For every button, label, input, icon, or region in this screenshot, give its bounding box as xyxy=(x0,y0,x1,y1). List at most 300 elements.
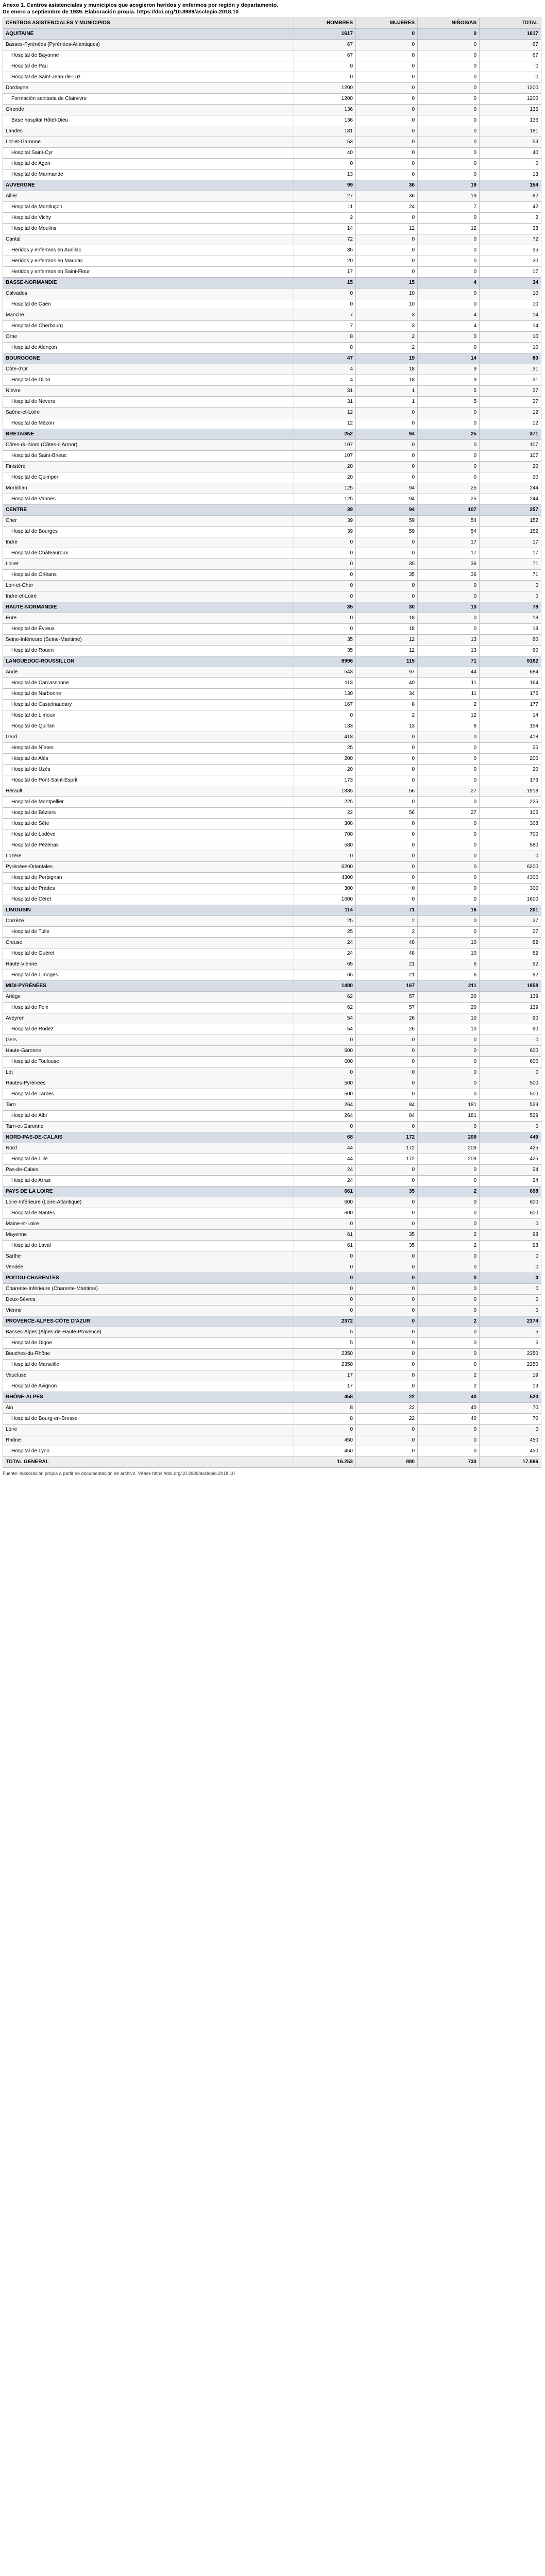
row-label: Hospital Saint-Cyr xyxy=(3,148,294,159)
department-row xyxy=(3,386,541,397)
row-value: 0 xyxy=(356,126,418,137)
row-value: 12 xyxy=(418,224,480,234)
row-value: 125 xyxy=(294,494,356,505)
row-value: 25 xyxy=(418,494,480,505)
row-value: 0 xyxy=(356,862,418,873)
row-value: 0 xyxy=(418,1122,480,1132)
table-row xyxy=(3,754,541,765)
table-row xyxy=(3,245,541,256)
row-value: 20 xyxy=(294,765,356,775)
row-label: PROVENCE-ALPES-CÔTE D'AZUR xyxy=(3,1316,294,1327)
row-value: 20 xyxy=(294,256,356,267)
table-row xyxy=(3,884,541,894)
table-row xyxy=(3,894,541,905)
row-value: 0 xyxy=(294,1219,356,1230)
row-value: 20 xyxy=(480,462,541,472)
row-value: 136 xyxy=(294,115,356,126)
row-value: 0 xyxy=(356,1316,418,1327)
region-row xyxy=(3,1392,541,1403)
row-value: 13 xyxy=(418,602,480,613)
row-value: 0 xyxy=(356,1122,418,1132)
row-label: Tarn xyxy=(3,1100,294,1111)
row-value: 8996 xyxy=(294,656,356,667)
table-row xyxy=(3,948,541,959)
row-value: 15 xyxy=(294,278,356,289)
row-value: 1617 xyxy=(480,29,541,40)
row-value: 0 xyxy=(356,873,418,884)
row-value: 0 xyxy=(356,148,418,159)
row-value: 65 xyxy=(294,970,356,981)
row-value: 700 xyxy=(480,829,541,840)
table-row xyxy=(3,1089,541,1100)
row-value: 35 xyxy=(294,602,356,613)
row-value: 27 xyxy=(418,808,480,819)
row-value: 0 xyxy=(356,40,418,50)
table-row xyxy=(3,418,541,429)
row-label: Hospital de Prades xyxy=(3,884,294,894)
row-label: Hospital de Arras xyxy=(3,1176,294,1187)
row-value: 1617 xyxy=(294,29,356,40)
row-value: 107 xyxy=(294,440,356,451)
row-value: 40 xyxy=(418,1414,480,1425)
row-label: Manche xyxy=(3,310,294,321)
row-value: 17 xyxy=(294,1381,356,1392)
table-row xyxy=(3,1057,541,1067)
row-value: 5 xyxy=(418,386,480,397)
row-value: 92 xyxy=(480,959,541,970)
row-value: 0 xyxy=(356,256,418,267)
row-value: 0 xyxy=(418,332,480,343)
department-row xyxy=(3,581,541,591)
row-value: 0 xyxy=(356,472,418,483)
row-value: 19 xyxy=(418,180,480,191)
row-value: 154 xyxy=(480,721,541,732)
department-row xyxy=(3,537,541,548)
row-value: 80 xyxy=(480,353,541,364)
row-value: 0 xyxy=(418,1262,480,1273)
row-label: Sarthe xyxy=(3,1251,294,1262)
row-value: 136 xyxy=(480,115,541,126)
row-label: Hospital de Tarbes xyxy=(3,1089,294,1100)
row-label: Hospital de Céret xyxy=(3,894,294,905)
row-value: 209 xyxy=(418,1154,480,1165)
row-value: 4 xyxy=(294,364,356,375)
table-row xyxy=(3,1338,541,1349)
row-value: 24 xyxy=(294,1165,356,1176)
row-value: 0 xyxy=(356,754,418,765)
row-value: 20 xyxy=(294,462,356,472)
row-value: 449 xyxy=(480,1132,541,1143)
row-value: 0 xyxy=(356,537,418,548)
row-value: 35 xyxy=(356,1230,418,1241)
row-value: 0 xyxy=(356,1219,418,1230)
row-value: 30 xyxy=(356,602,418,613)
row-value: 90 xyxy=(480,1013,541,1024)
table-row xyxy=(3,840,541,851)
row-value: 0 xyxy=(418,1208,480,1219)
row-label: Gard xyxy=(3,732,294,743)
row-value: 450 xyxy=(294,1435,356,1446)
row-value: 31 xyxy=(480,364,541,375)
row-value: 177 xyxy=(480,700,541,710)
row-value: 22 xyxy=(356,1392,418,1403)
row-value: 0 xyxy=(294,289,356,299)
row-value: 0 xyxy=(294,581,356,591)
row-label: Hospital de Perpignan xyxy=(3,873,294,884)
row-value: 0 xyxy=(418,61,480,72)
row-value: 20 xyxy=(418,1003,480,1013)
row-value: 8 xyxy=(294,1403,356,1414)
region-row xyxy=(3,656,541,667)
row-value: 0 xyxy=(356,840,418,851)
row-value: 225 xyxy=(294,797,356,808)
row-value: 48 xyxy=(356,938,418,948)
row-value: 10 xyxy=(418,1013,480,1024)
row-value: 0 xyxy=(418,873,480,884)
table-row xyxy=(3,775,541,786)
row-value: 9 xyxy=(418,364,480,375)
row-value: 54 xyxy=(294,1024,356,1035)
total-row xyxy=(3,1457,541,1468)
row-value: 17 xyxy=(480,548,541,559)
row-value: 0 xyxy=(294,624,356,635)
row-value: 2 xyxy=(356,710,418,721)
row-value: 24 xyxy=(356,202,418,213)
row-value: 72 xyxy=(294,234,356,245)
row-value: 0 xyxy=(418,1306,480,1316)
row-label: Landes xyxy=(3,126,294,137)
row-value: 0 xyxy=(356,548,418,559)
row-value: 9182 xyxy=(480,656,541,667)
row-value: 0 xyxy=(356,451,418,462)
row-value: 172 xyxy=(356,1143,418,1154)
row-label: Morbihan xyxy=(3,483,294,494)
row-value: 82 xyxy=(480,948,541,959)
row-value: 0 xyxy=(356,1360,418,1370)
row-value: 94 xyxy=(356,494,418,505)
row-value: 543 xyxy=(294,667,356,678)
row-label: Hospital de Albi xyxy=(3,1111,294,1122)
row-value: 0 xyxy=(356,1284,418,1295)
row-value: 0 xyxy=(418,105,480,115)
row-value: 10 xyxy=(356,299,418,310)
row-value: 70 xyxy=(480,1403,541,1414)
department-row xyxy=(3,1251,541,1262)
row-value: 0 xyxy=(294,613,356,624)
row-value: 181 xyxy=(418,1100,480,1111)
row-label: Heridos y enfermos en Aurillac xyxy=(3,245,294,256)
row-value: 0 xyxy=(418,83,480,94)
row-value: 59 xyxy=(356,516,418,527)
table-row xyxy=(3,797,541,808)
row-value: 0 xyxy=(294,1306,356,1316)
row-value: 53 xyxy=(294,137,356,148)
row-label: Gironde xyxy=(3,105,294,115)
row-label: Nièvre xyxy=(3,386,294,397)
department-row xyxy=(3,1284,541,1295)
row-value: 25 xyxy=(294,927,356,938)
row-value: 2374 xyxy=(480,1316,541,1327)
table-row xyxy=(3,970,541,981)
row-label: Finistère xyxy=(3,462,294,472)
department-row xyxy=(3,1403,541,1414)
row-value: 0 xyxy=(418,418,480,429)
row-value: 60 xyxy=(480,646,541,656)
department-row xyxy=(3,613,541,624)
row-value: 5 xyxy=(294,1338,356,1349)
table-row xyxy=(3,527,541,537)
department-row xyxy=(3,591,541,602)
department-row xyxy=(3,1262,541,1273)
row-value: 17 xyxy=(480,537,541,548)
row-value: 26 xyxy=(356,1013,418,1024)
row-label: Hospital de Limoux xyxy=(3,710,294,721)
table-row xyxy=(3,927,541,938)
row-value: 308 xyxy=(294,819,356,829)
row-value: 98 xyxy=(480,1241,541,1251)
table-row xyxy=(3,548,541,559)
department-row xyxy=(3,862,541,873)
row-value: 0 xyxy=(418,1197,480,1208)
row-value: 0 xyxy=(418,1067,480,1078)
row-value: 22 xyxy=(356,1414,418,1425)
row-value: 0 xyxy=(356,1338,418,1349)
table-row xyxy=(3,148,541,159)
row-value: 0 xyxy=(418,72,480,83)
row-value: 0 xyxy=(480,1295,541,1306)
row-value: 8 xyxy=(294,1414,356,1425)
row-value: 27 xyxy=(294,191,356,202)
row-value: 59 xyxy=(356,527,418,537)
row-value: 733 xyxy=(418,1457,480,1468)
row-value: 35 xyxy=(294,635,356,646)
row-value: 0 xyxy=(418,234,480,245)
table-row xyxy=(3,710,541,721)
table-row xyxy=(3,819,541,829)
row-value: 11 xyxy=(418,678,480,689)
row-label: Hospital de Uzès xyxy=(3,765,294,775)
department-row xyxy=(3,483,541,494)
row-label: Dordogne xyxy=(3,83,294,94)
row-value: 0 xyxy=(418,440,480,451)
table-row xyxy=(3,170,541,180)
row-value: 12 xyxy=(480,418,541,429)
row-value: 60 xyxy=(480,635,541,646)
row-value: 6200 xyxy=(294,862,356,873)
row-value: 0 xyxy=(480,1219,541,1230)
column-header: HOMBRES xyxy=(294,18,356,29)
department-row xyxy=(3,1100,541,1111)
row-label: Charente-Inférieure (Charente-Maritime) xyxy=(3,1284,294,1295)
row-value: 209 xyxy=(418,1143,480,1154)
row-value: 2 xyxy=(294,213,356,224)
row-label: Aude xyxy=(3,667,294,678)
row-value: 600 xyxy=(480,1046,541,1057)
row-value: 44 xyxy=(418,667,480,678)
row-value: 10 xyxy=(480,289,541,299)
row-label: POITOU-CHARENTES xyxy=(3,1273,294,1284)
row-value: 0 xyxy=(418,50,480,61)
department-row xyxy=(3,938,541,948)
region-row xyxy=(3,1316,541,1327)
row-value: 4300 xyxy=(294,873,356,884)
row-value: 0 xyxy=(480,581,541,591)
row-label: Heridos y enfermos en Mauriac xyxy=(3,256,294,267)
row-value: 0 xyxy=(418,213,480,224)
row-value: 14 xyxy=(294,224,356,234)
row-label: Loiret xyxy=(3,559,294,570)
department-row xyxy=(3,667,541,678)
row-value: 37 xyxy=(480,397,541,408)
row-value: 0 xyxy=(294,159,356,170)
department-row xyxy=(3,1219,541,1230)
row-label: Hospital de Limoges xyxy=(3,970,294,981)
row-value: 36 xyxy=(356,191,418,202)
row-value: 173 xyxy=(294,775,356,786)
row-value: 54 xyxy=(418,527,480,537)
table-row xyxy=(3,224,541,234)
row-value: 54 xyxy=(294,1013,356,1024)
row-label: Basses-Alpes (Alpes-de-Haute-Provence) xyxy=(3,1327,294,1338)
department-row xyxy=(3,126,541,137)
row-value: 0 xyxy=(418,613,480,624)
row-value: 0 xyxy=(418,29,480,40)
row-label: Gers xyxy=(3,1035,294,1046)
row-value: 39 xyxy=(294,505,356,516)
row-value: 600 xyxy=(480,1208,541,1219)
row-value: 48 xyxy=(356,948,418,959)
row-value: 0 xyxy=(418,1446,480,1457)
row-value: 1600 xyxy=(294,894,356,905)
row-label: Vienne xyxy=(3,1306,294,1316)
row-value: 458 xyxy=(294,1392,356,1403)
row-value: 10 xyxy=(418,938,480,948)
row-value: 600 xyxy=(294,1057,356,1067)
row-value: 56 xyxy=(356,808,418,819)
row-value: 0 xyxy=(418,343,480,353)
row-value: 18 xyxy=(480,613,541,624)
row-value: 1200 xyxy=(294,83,356,94)
row-label: Heridos y enfermos en Saint-Flour xyxy=(3,267,294,278)
row-label: Ariège xyxy=(3,992,294,1003)
row-value: 54 xyxy=(418,516,480,527)
column-header: MUJERES xyxy=(356,18,418,29)
row-label: Hospital de Évreux xyxy=(3,624,294,635)
department-row xyxy=(3,1078,541,1089)
row-value: 425 xyxy=(480,1143,541,1154)
table-row xyxy=(3,1381,541,1392)
row-label: Aveyron xyxy=(3,1013,294,1024)
department-row xyxy=(3,959,541,970)
row-value: 684 xyxy=(480,667,541,678)
row-value: 0 xyxy=(418,267,480,278)
row-label: Hospital de Laval xyxy=(3,1241,294,1251)
row-value: 4 xyxy=(418,321,480,332)
row-value: 0 xyxy=(480,61,541,72)
row-label: LANGUEDOC-ROUSSILLON xyxy=(3,656,294,667)
department-row xyxy=(3,1013,541,1024)
table-row xyxy=(3,873,541,884)
row-value: 10 xyxy=(480,299,541,310)
row-value: 1200 xyxy=(480,94,541,105)
row-label: Hospital de Saint-Jean-de-Luz xyxy=(3,72,294,83)
row-label: Hospital de Saint-Brieuc xyxy=(3,451,294,462)
row-value: 0 xyxy=(356,61,418,72)
table-row xyxy=(3,1024,541,1035)
row-value: 0 xyxy=(356,94,418,105)
row-value: 3 xyxy=(356,321,418,332)
row-value: 7 xyxy=(294,321,356,332)
row-value: 0 xyxy=(480,1251,541,1262)
row-value: 152 xyxy=(480,516,541,527)
row-value: 175 xyxy=(480,689,541,700)
row-value: 22 xyxy=(356,1403,418,1414)
row-label: Hospital de Castelnaudary xyxy=(3,700,294,710)
table-row xyxy=(3,678,541,689)
footnote-line: Fuente: elaboración propia a partir de documentación de archivo. Véase https://doi.org/10.3989/asclepio.2018.10 xyxy=(3,1471,235,1476)
table-body xyxy=(3,29,541,1468)
row-value: 13 xyxy=(418,646,480,656)
row-value: 71 xyxy=(418,656,480,667)
row-value: 0 xyxy=(356,105,418,115)
row-value: 308 xyxy=(480,819,541,829)
row-value: 114 xyxy=(294,905,356,916)
row-value: 371 xyxy=(480,429,541,440)
row-value: 0 xyxy=(356,234,418,245)
region-row xyxy=(3,1132,541,1143)
region-row xyxy=(3,981,541,992)
row-value: 20 xyxy=(418,992,480,1003)
row-value: 35 xyxy=(294,245,356,256)
row-value: 0 xyxy=(356,1370,418,1381)
row-value: 0 xyxy=(418,115,480,126)
row-value: 19 xyxy=(480,1370,541,1381)
table-row xyxy=(3,50,541,61)
row-value: 529 xyxy=(480,1100,541,1111)
row-value: 209 xyxy=(418,1132,480,1143)
row-value: 0 xyxy=(418,1284,480,1295)
data-table xyxy=(3,18,541,1468)
row-label: Hospital de Moulins xyxy=(3,224,294,234)
row-value: 0 xyxy=(418,148,480,159)
row-label: Hospital de Cherbourg xyxy=(3,321,294,332)
row-label: Hospital de Lodève xyxy=(3,829,294,840)
column-header: NIÑOS/AS xyxy=(418,18,480,29)
row-label: BASSE-NORMANDIE xyxy=(3,278,294,289)
row-value: 2 xyxy=(356,343,418,353)
row-value: 580 xyxy=(480,840,541,851)
row-value: 20 xyxy=(480,256,541,267)
row-value: 0 xyxy=(418,1165,480,1176)
department-row xyxy=(3,1306,541,1316)
row-value: 71 xyxy=(480,570,541,581)
row-value: 70 xyxy=(480,1414,541,1425)
row-value: 0 xyxy=(418,159,480,170)
table-row xyxy=(3,1176,541,1187)
row-label: Hospital de Pont-Saint-Esprit xyxy=(3,775,294,786)
row-value: 36 xyxy=(418,570,480,581)
row-value: 37 xyxy=(480,386,541,397)
row-value: 0 xyxy=(418,1273,480,1284)
row-value: 0 xyxy=(294,537,356,548)
row-value: 94 xyxy=(356,483,418,494)
row-label: Hospital de Agen xyxy=(3,159,294,170)
table-row xyxy=(3,1208,541,1219)
row-value: 0 xyxy=(418,245,480,256)
row-value: 136 xyxy=(480,105,541,115)
row-value: 97 xyxy=(356,667,418,678)
row-value: 20 xyxy=(480,472,541,483)
